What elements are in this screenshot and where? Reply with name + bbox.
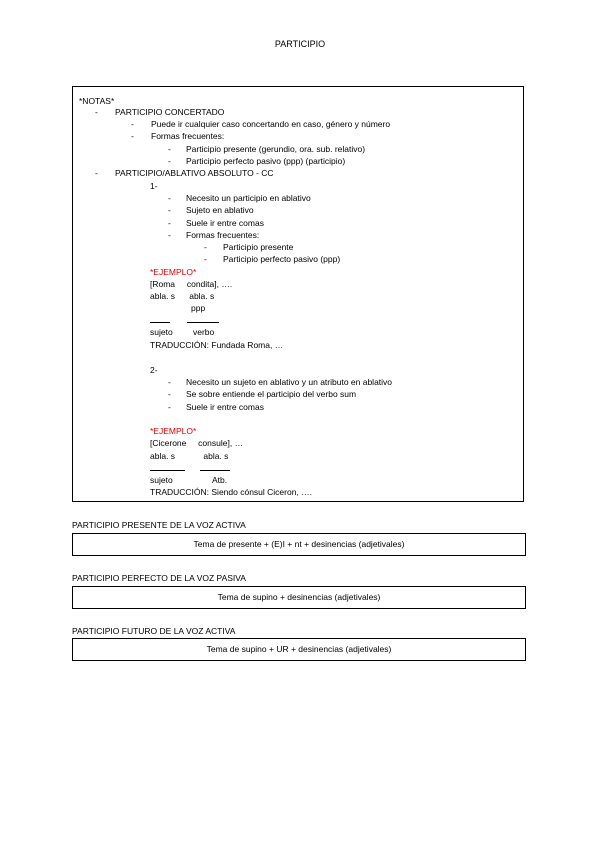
bullet-dash: - [168,377,171,387]
underline [150,470,185,471]
example-2-translation: TRADUCCIÓN: Siendo cónsul Ciceron, …. [150,487,313,497]
example-1-ppp: ppp [191,303,206,313]
absoluto-heading: PARTICIPIO/ABLATIVO ABSOLUTO - CC [115,168,274,178]
concertado-item-1: Puede ir cualquier caso concertando en caso, género y número [151,119,391,129]
concertado-heading: PARTICIPIO CONCERTADO [115,107,225,117]
notes-header: *NOTAS* [79,96,115,106]
section-heading-presente: PARTICIPIO PRESENTE DE LA VOZ ACTIVA [72,520,246,530]
block-1-item-3: Suele ir entre comas [186,218,264,228]
section-heading-futuro: PARTICIPIO FUTURO DE LA VOZ ACTIVA [72,626,236,636]
block-1-item-1: Necesito un participio en ablativo [186,193,311,203]
example-1-cases: abla. s abla. s [150,291,215,301]
formula-box-futuro: Tema de supino + UR + desinencias (adjetivales) [72,638,526,661]
block-2-item-3: Suele ir entre comas [186,402,264,412]
bullet-dash: - [204,242,207,252]
concertado-sub-2: Participio perfecto pasivo (ppp) (participio) [186,156,346,166]
bullet-dash: - [168,218,171,228]
example-2-atb: Atb. [212,475,228,485]
bullet-dash: - [168,389,171,399]
block-1-item-4: Formas frecuentes: [186,230,260,240]
underline [200,470,230,471]
formula-box-perfecto: Tema de supino + desinencias (adjetivales) [72,586,526,609]
underline [150,322,170,323]
bullet-dash: - [95,107,98,117]
section-heading-perfecto: PARTICIPIO PERFECTO DE LA VOZ PASIVA [72,573,246,583]
example-1-verbo: verbo [193,327,215,337]
block-2-item-1: Necesito un sujeto en ablativo y un atributo en ablativo [186,377,393,387]
bullet-dash: - [168,402,171,412]
example-label: *EJEMPLO* [150,267,197,277]
bullet-dash: - [168,205,171,215]
example-2-latin: [Cicerone consule], … [150,438,244,448]
example-label: *EJEMPLO* [150,426,197,436]
example-2-sujeto: sujeto [150,475,173,485]
bullet-dash: - [131,131,134,141]
block-1-item-2: Sujeto en ablativo [186,205,254,215]
example-1-translation: TRADUCCIÓN: Fundada Roma, … [150,340,284,350]
bullet-dash: - [131,119,134,129]
block-2-number: 2- [150,365,158,375]
example-1-sujeto: sujeto [150,327,173,337]
example-1-latin: [Roma condita], …. [150,279,233,289]
block-1-sub-2: Participio perfecto pasivo (ppp) [223,254,341,264]
concertado-item-2: Formas frecuentes: [151,131,225,141]
notes-box [72,86,524,502]
bullet-dash: - [95,168,98,178]
block-1-sub-1: Participio presente [223,242,294,252]
bullet-dash: - [168,144,171,154]
example-2-cases: abla. s abla. s [150,451,229,461]
bullet-dash: - [168,156,171,166]
block-2-item-2: Se sobre entiende el participio del verbo sum [186,389,357,399]
underline [187,322,219,323]
bullet-dash: - [168,230,171,240]
concertado-sub-1: Participio presente (gerundio, ora. sub. relativo) [186,144,366,154]
formula-box-presente: Tema de presente + (E)I + nt + desinencias (adjetivales) [72,533,526,556]
bullet-dash: - [204,254,207,264]
page-title: PARTICIPIO [274,39,326,49]
bullet-dash: - [168,193,171,203]
block-1-number: 1- [150,181,158,191]
